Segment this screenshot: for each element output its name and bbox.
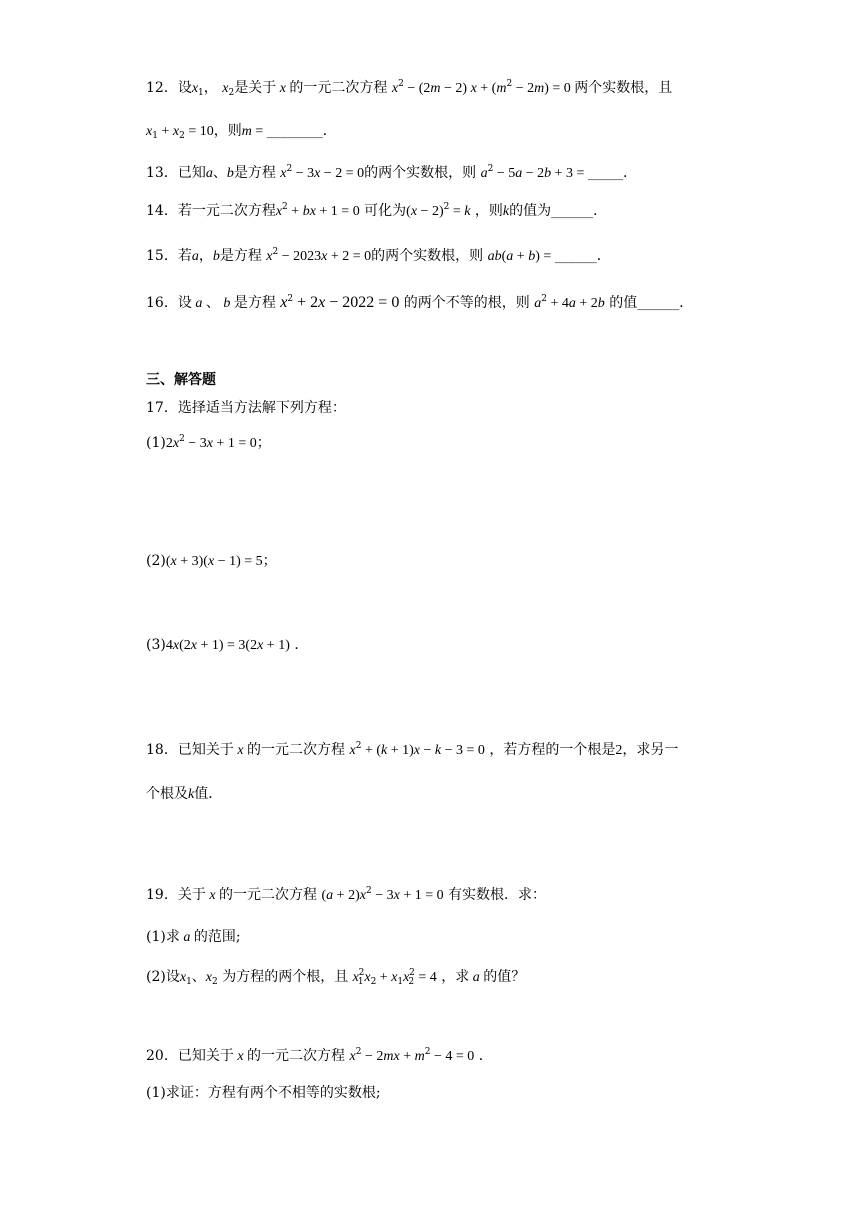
q14-line: 14．若一元二次方程$x^2$ + bx + 1 = 0 可化为$(x - 2)^2 = k$ ，则k的值为______． [146, 202, 608, 219]
q12-equation: x [391, 81, 399, 96]
q12-blank: ________． [266, 123, 337, 139]
q17-part1: $(1)2x^2 - 3x + 1 = 0$； [146, 434, 271, 451]
q16-blank: 的值______． [609, 295, 694, 311]
q14-blank: 的值为______． [509, 203, 608, 219]
q12-line2: $x_1 + x_2 = 10$，则m = ________． [146, 123, 337, 141]
q17-title: 17．选择适当方法解下列方程： [146, 400, 346, 416]
q18-line1: 18．已知关于 x 的一元二次方程 $x^2 + (k + 1)x - k - 3 = 0$ ，若方程的一个根是2，求另一 [146, 741, 679, 758]
q15-blank: ______． [554, 248, 611, 264]
q17-part2: (2)(x + 3)(x − 1) = 5； [146, 553, 277, 569]
q19-part2: (2)设$x_1$、$x_2$ 为方程的两个根，且 $x_1^2x_2 + x_1x_2^2 = 4$ ，求 a 的值？ [146, 968, 526, 987]
q19-line1: 19．关于 x 的一元二次方程 $(a + 2)x^2 - 3x + 1 = 0$ 有实数根．求： [146, 886, 547, 903]
q19-part1: (1)求 a 的范围; [146, 929, 241, 945]
section-title: 三、解答题 [146, 372, 216, 388]
q12-line1: 12．设$x_1$， $x_2$是关于 x 的一元二次方程 $x^2 - (2m - 2) x + (m^2 - 2m) = 0$ 两个实数根，且 [146, 79, 673, 98]
q18-line2: 个根及k值． [146, 786, 223, 802]
q13-blank: _____． [587, 165, 637, 181]
q20-line1: 20．已知关于 x 的一元二次方程 $x^2 - 2mx + m^2 - 4 = 0$ ． [146, 1047, 493, 1064]
q15-line: 15．若a，b是方程 $x^2 - 2023x + 2 = 0$的两个实数根，则 ab(a + b) = ______． [146, 247, 611, 264]
q13-line: 13．已知a、b是方程 $x^2 - 3x - 2 = 0$的两个实数根，则 $a^2 - 5a - 2b + 3$ = _____． [146, 164, 637, 181]
q16-line: 16．设 a 、 b 是方程 $x^2 + 2x - 2022 = 0$ 的两个不等的根，则 $a^2 + 4a + 2b$ 的值______． [146, 294, 694, 311]
q20-part1: (1)求证：方程有两个不相等的实数根; [146, 1085, 381, 1101]
q17-part3: (3)4x(2x + 1) = 3(2x + 1) ． [146, 637, 309, 653]
